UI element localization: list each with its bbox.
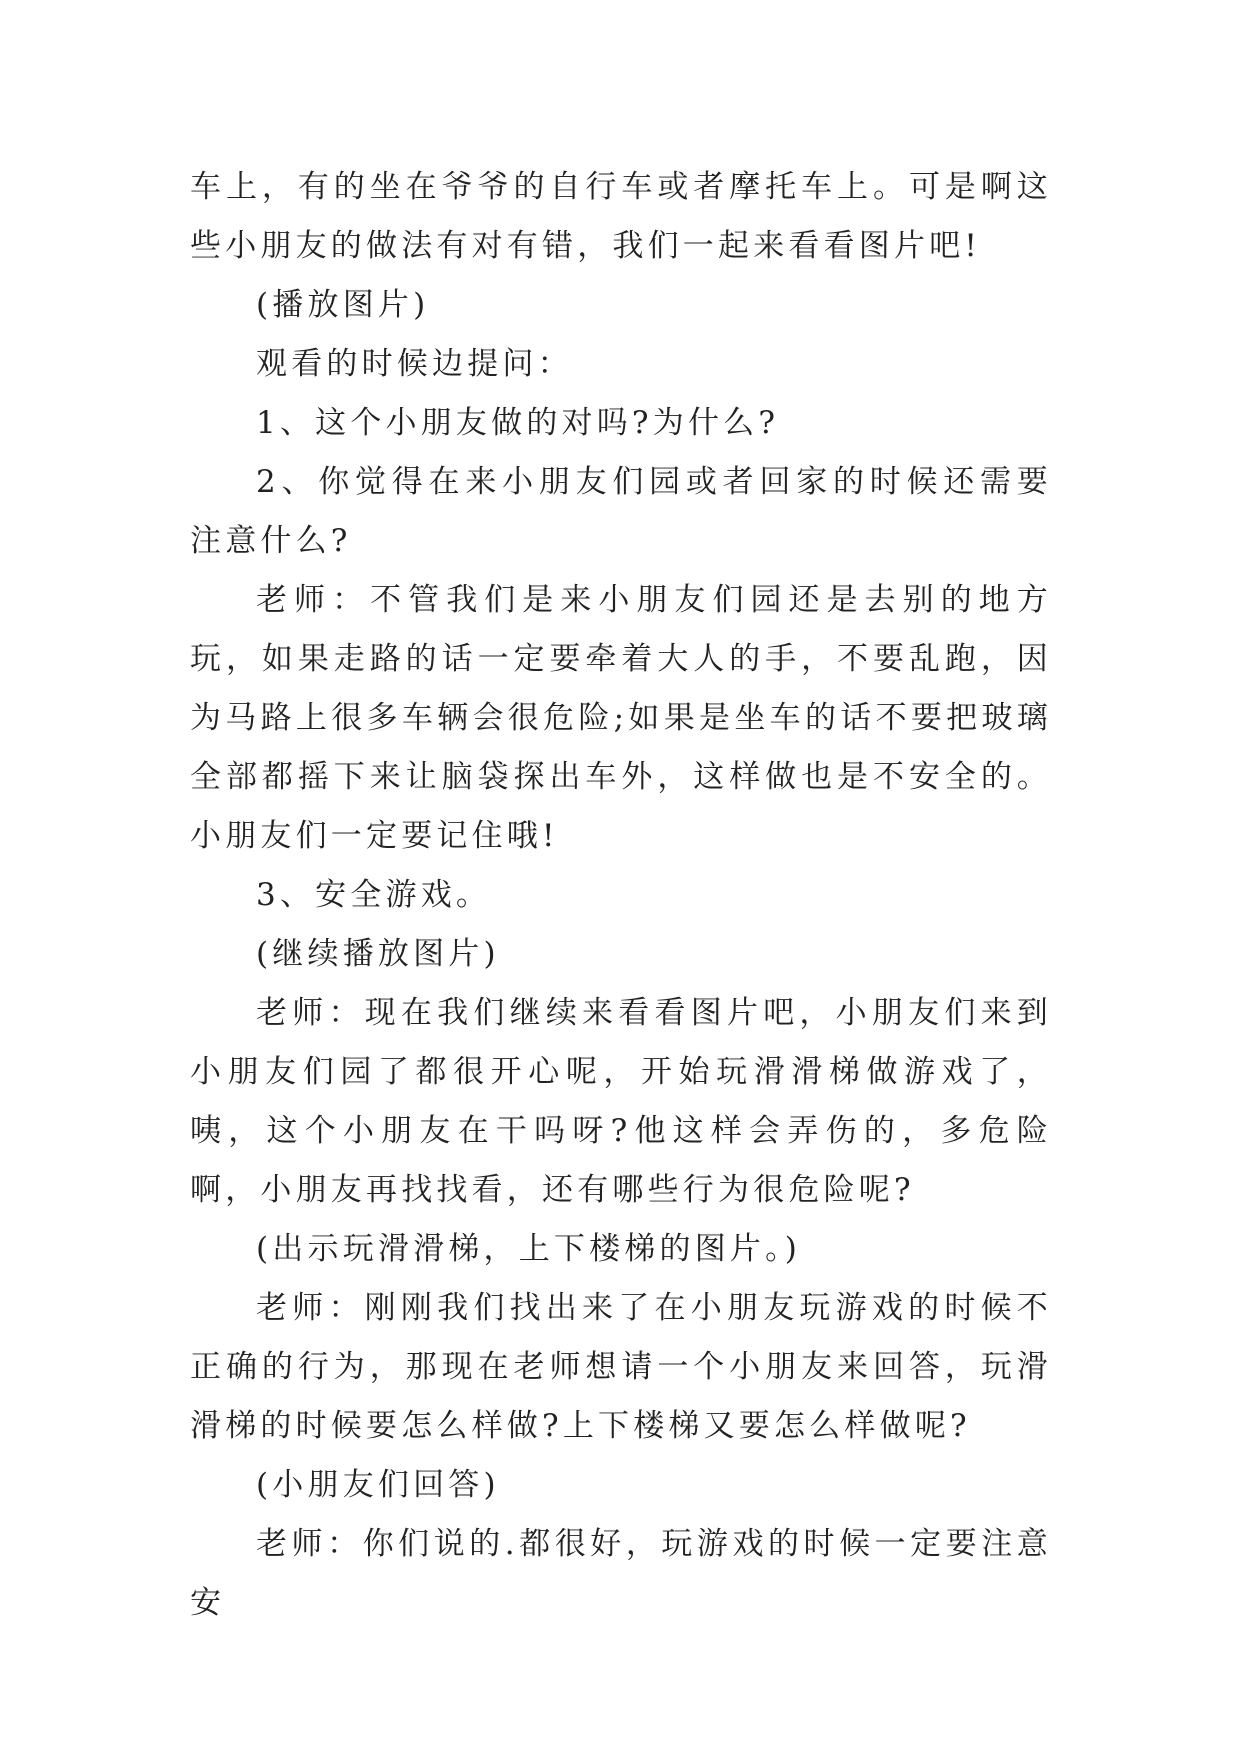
paragraph: 老师：不管我们是来小朋友们园还是去别的地方玩，如果走路的话一定要牵着大人的手，不要乱跑，因为马路上很多车辆会很危险;如果是坐车的话不要把玻璃全部都摇下来让脑袋探出车外，这样做也是不安全的。小朋友们一定要记住哦!: [190, 582, 1052, 854]
paragraph: 老师：刚刚我们找出来了在小朋友玩游戏的时候不正确的行为，那现在老师想请一个小朋友来回答，玩滑滑梯的时候要怎么样做?上下楼梯又要怎么样做呢?: [190, 1290, 1052, 1444]
paragraph: (小朋友们回答): [256, 1467, 500, 1503]
paragraph: 车上，有的坐在爷爷的自行车或者摩托车上。可是啊这些小朋友的做法有对有错，我们一起来看看图片吧!: [190, 169, 1052, 264]
paragraph: 老师：现在我们继续来看看图片吧，小朋友们来到小朋友们园了都很开心呢，开始玩滑滑梯做游戏了，咦，这个小朋友在干吗呀?他这样会弄伤的，多危险啊，小朋友再找找看，还有哪些行为很危险呢?: [190, 995, 1052, 1208]
paragraph: 3、安全游戏。: [256, 877, 492, 913]
paragraph: (出示玩滑滑梯，上下楼梯的图片。): [256, 1231, 802, 1267]
document-page: [190, 158, 1052, 1633]
paragraph: 观看的时候边提问：: [256, 346, 573, 382]
paragraph: 1、这个小朋友做的对吗?为什么?: [256, 405, 780, 441]
paragraph: (播放图片): [256, 287, 430, 323]
paragraph: 2、你觉得在来小朋友们园或者回家的时候还需要注意什么?: [190, 464, 1052, 559]
paragraph: 老师：你们说的.都很好，玩游戏的时候一定要注意安: [190, 1526, 1052, 1621]
paragraph: (继续播放图片): [256, 936, 500, 972]
